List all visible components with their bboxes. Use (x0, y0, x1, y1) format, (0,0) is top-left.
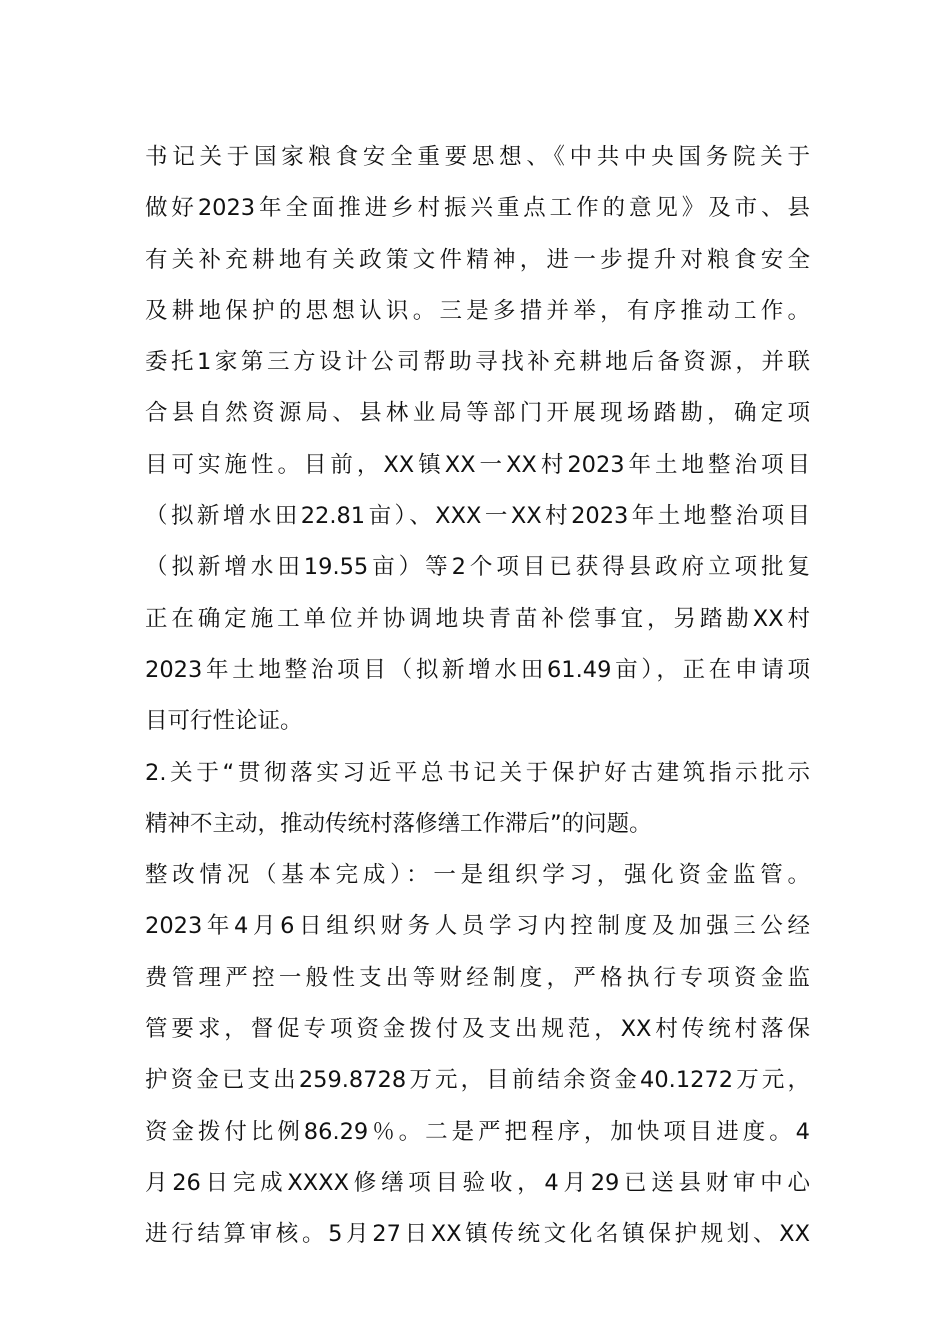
text-line: 目可实施性。目前，XX镇XX一XX村2023年土地整治项目 (145, 451, 810, 478)
text-line: 委托1家第三方设计公司帮助寻找补充耕地后备资源，并联 (145, 349, 810, 376)
text-line: 及耕地保护的思想认识。三是多措并举，有序推动工作。 (145, 297, 810, 324)
text-line: 进行结算审核。5月27日XX镇传统文化名镇保护规划、XX (145, 1221, 810, 1248)
text-line: 护资金已支出259.8728万元，目前结余资金40.1272万元， (145, 1067, 810, 1094)
text-line: 月26日完成XXXX修缮项目验收，4月29已送县财审中心 (145, 1169, 810, 1196)
text-line: 管要求，督促专项资金拨付及支出规范，XX村传统村落保 (145, 1016, 810, 1043)
section-heading-line: 精神不主动，推动传统村落修缮工作滞后”的问题。 (145, 810, 652, 837)
document-body (145, 132, 810, 1261)
text-line: （拟新增水田19.55亩）等2个项目已获得县政府立项批复 (145, 554, 810, 581)
text-line: 费管理严控一般性支出等财经制度，严格执行专项资金监 (145, 964, 810, 991)
text-line: 有关补充耕地有关政策文件精神，进一步提升对粮食安全 (145, 246, 810, 273)
text-line: 正在确定施工单位并协调地块青苗补偿事宜，另踏勘XX村 (145, 605, 810, 632)
text-line: 合县自然资源局、县林业局等部门开展现场踏勘，确定项 (145, 400, 810, 427)
text-line: 书记关于国家粮食安全重要思想、《中共中央国务院关于 (145, 144, 810, 170)
text-line: 2023年4月6日组织财务人员学习内控制度及加强三公经 (145, 913, 810, 940)
text-line: 资金拨付比例86.29％。二是严把程序，加快项目进度。4 (145, 1118, 810, 1145)
section-heading-line: 2.关于“贯彻落实习近平总书记关于保护好古建筑指示批示 (145, 759, 810, 786)
text-line: 整改情况（基本完成）：一是组织学习，强化资金监管。 (145, 862, 810, 889)
text-line: 目可行性论证。 (145, 708, 303, 735)
text-line: 2023年土地整治项目（拟新增水田61.49亩），正在申请项 (145, 656, 810, 683)
text-line: 做好2023年全面推进乡村振兴重点工作的意见》及市、县 (145, 195, 810, 222)
text-line: （拟新增水田22.81亩）、XXX一XX村2023年土地整治项目 (145, 503, 810, 530)
